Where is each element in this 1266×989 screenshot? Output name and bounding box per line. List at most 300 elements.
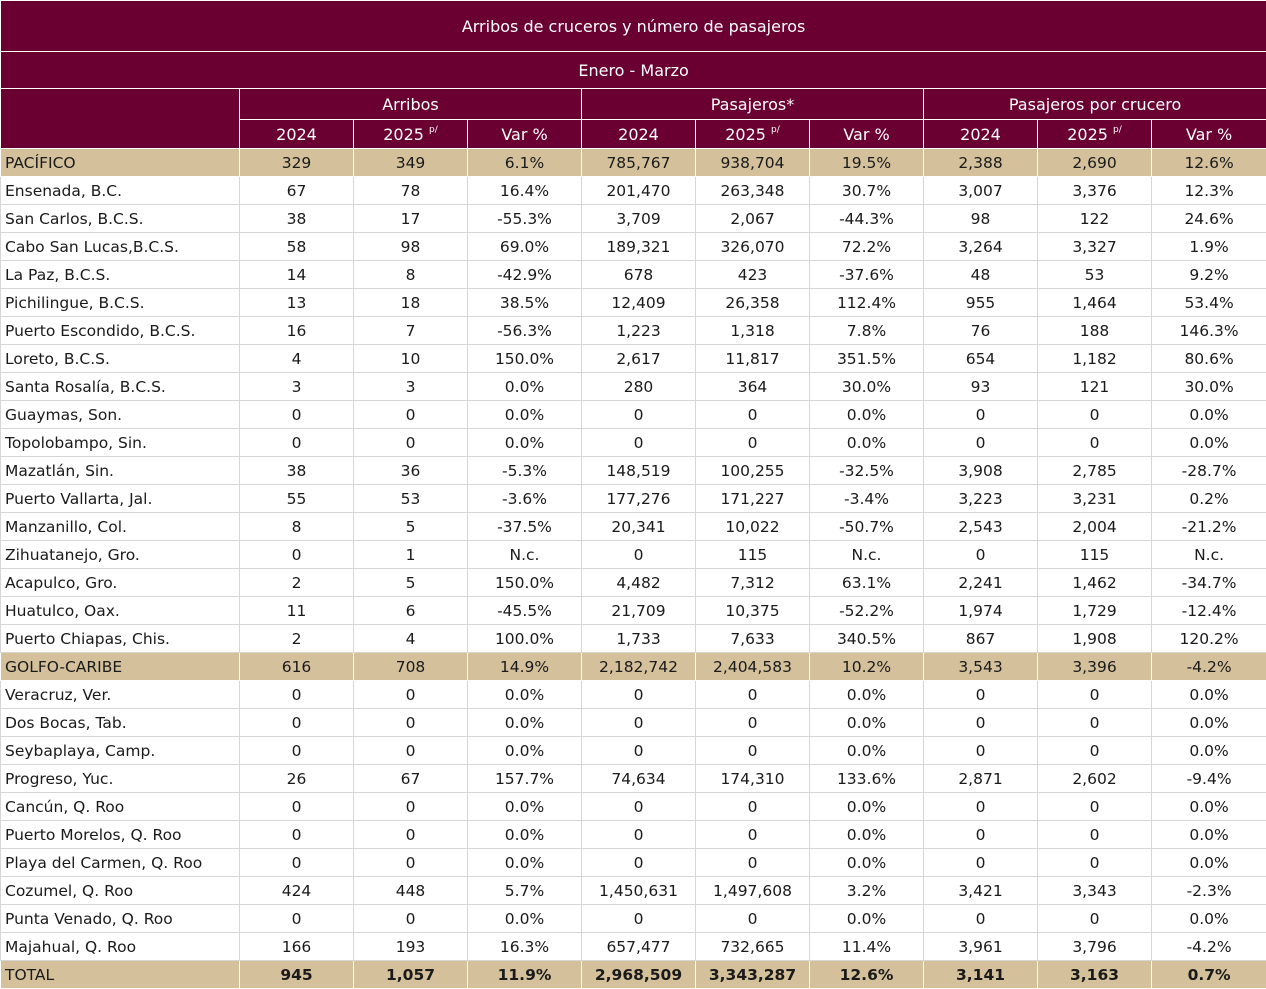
table-cell: 30.0% bbox=[1152, 373, 1266, 401]
table-cell: 1,450,631 bbox=[582, 877, 696, 905]
table-row bbox=[1, 541, 1266, 569]
table-cell: 0 bbox=[1038, 849, 1152, 877]
table-cell: 74,634 bbox=[582, 765, 696, 793]
table-cell: 0.0% bbox=[810, 905, 924, 933]
table-cell: 16 bbox=[240, 317, 354, 345]
table-cell: 112.4% bbox=[810, 289, 924, 317]
year-header-cell bbox=[1152, 120, 1266, 149]
port-name: Veracruz, Ver. bbox=[1, 681, 240, 709]
table-cell: 616 bbox=[240, 653, 354, 681]
table-cell: 0 bbox=[240, 821, 354, 849]
table-cell: 72.2% bbox=[810, 233, 924, 261]
table-cell: 120.2% bbox=[1152, 625, 1266, 653]
table-cell: 0 bbox=[1038, 709, 1152, 737]
table-cell: 38 bbox=[240, 457, 354, 485]
table-cell: -3.6% bbox=[468, 485, 582, 513]
table-cell: 0.0% bbox=[1152, 709, 1266, 737]
table-cell: 0 bbox=[354, 401, 468, 429]
port-name: Santa Rosalía, B.C.S. bbox=[1, 373, 240, 401]
table-cell: -4.2% bbox=[1152, 653, 1266, 681]
table-cell: 0 bbox=[582, 737, 696, 765]
port-name: TOTAL bbox=[1, 961, 240, 989]
table-cell: 14.9% bbox=[468, 653, 582, 681]
table-cell: 3,343,287 bbox=[696, 961, 810, 989]
table-cell: 148,519 bbox=[582, 457, 696, 485]
table-cell: 14 bbox=[240, 261, 354, 289]
table-row bbox=[1, 485, 1266, 513]
year-header-cell bbox=[810, 120, 924, 149]
table-cell: 26,358 bbox=[696, 289, 810, 317]
port-name: Puerto Vallarta, Jal. bbox=[1, 485, 240, 513]
year-header-label: 2025 bbox=[725, 125, 766, 144]
table-cell: 3,231 bbox=[1038, 485, 1152, 513]
table-cell: 0 bbox=[924, 401, 1038, 429]
table-cell: 785,767 bbox=[582, 149, 696, 177]
table-cell: 0 bbox=[1038, 793, 1152, 821]
table-cell: 0 bbox=[240, 737, 354, 765]
table-cell: 1,462 bbox=[1038, 569, 1152, 597]
port-name: Pichilingue, B.C.S. bbox=[1, 289, 240, 317]
table-cell: 1,182 bbox=[1038, 345, 1152, 373]
table-cell: 654 bbox=[924, 345, 1038, 373]
table-cell: 3,163 bbox=[1038, 961, 1152, 989]
table-cell: 0 bbox=[240, 709, 354, 737]
table-cell: 11,817 bbox=[696, 345, 810, 373]
table-cell: 100.0% bbox=[468, 625, 582, 653]
port-name: Cozumel, Q. Roo bbox=[1, 877, 240, 905]
region-row bbox=[1, 653, 1266, 681]
table-cell: 1,223 bbox=[582, 317, 696, 345]
table-cell: 16.4% bbox=[468, 177, 582, 205]
table-cell: 8 bbox=[240, 513, 354, 541]
table-row bbox=[1, 177, 1266, 205]
period-header: Enero - Marzo bbox=[1, 52, 1266, 89]
table-cell: 150.0% bbox=[468, 345, 582, 373]
table-cell: 0 bbox=[240, 429, 354, 457]
table-cell: 326,070 bbox=[696, 233, 810, 261]
table-cell: 0 bbox=[924, 681, 1038, 709]
table-cell: 2,182,742 bbox=[582, 653, 696, 681]
table-cell: 53 bbox=[1038, 261, 1152, 289]
table-cell: 0.0% bbox=[1152, 737, 1266, 765]
table-cell: 0 bbox=[582, 849, 696, 877]
table-cell: 3,343 bbox=[1038, 877, 1152, 905]
table-cell: 0 bbox=[1038, 429, 1152, 457]
year-header-label: 2024 bbox=[960, 125, 1001, 144]
table-cell: 30.7% bbox=[810, 177, 924, 205]
table-row bbox=[1, 597, 1266, 625]
table-cell: 955 bbox=[924, 289, 1038, 317]
year-header-cell bbox=[696, 120, 810, 149]
table-cell: -50.7% bbox=[810, 513, 924, 541]
table-cell: -56.3% bbox=[468, 317, 582, 345]
table-cell: 2,543 bbox=[924, 513, 1038, 541]
table-cell: 263,348 bbox=[696, 177, 810, 205]
port-name: PACÍFICO bbox=[1, 149, 240, 177]
table-cell: 0.0% bbox=[1152, 681, 1266, 709]
table-cell: 0 bbox=[240, 401, 354, 429]
year-header-label: 2025 bbox=[1067, 125, 1108, 144]
table-cell: 3,223 bbox=[924, 485, 1038, 513]
table-cell: 12.3% bbox=[1152, 177, 1266, 205]
table-row bbox=[1, 233, 1266, 261]
table-cell: 3 bbox=[240, 373, 354, 401]
table-cell: 69.0% bbox=[468, 233, 582, 261]
port-name: Ensenada, B.C. bbox=[1, 177, 240, 205]
table-cell: 171,227 bbox=[696, 485, 810, 513]
table-cell: 0 bbox=[582, 793, 696, 821]
table-cell: 0 bbox=[696, 401, 810, 429]
table-cell: 146.3% bbox=[1152, 317, 1266, 345]
table-cell: -3.4% bbox=[810, 485, 924, 513]
port-name: Huatulco, Oax. bbox=[1, 597, 240, 625]
table-cell: 189,321 bbox=[582, 233, 696, 261]
year-header-cell bbox=[468, 120, 582, 149]
table-cell: -37.6% bbox=[810, 261, 924, 289]
table-cell: 10,375 bbox=[696, 597, 810, 625]
table-cell: 12.6% bbox=[1152, 149, 1266, 177]
port-name: La Paz, B.C.S. bbox=[1, 261, 240, 289]
table-cell: -44.3% bbox=[810, 205, 924, 233]
table-cell: 78 bbox=[354, 177, 468, 205]
table-cell: 938,704 bbox=[696, 149, 810, 177]
table-row bbox=[1, 345, 1266, 373]
table-cell: 0 bbox=[582, 821, 696, 849]
table-cell: 0 bbox=[696, 709, 810, 737]
table-row bbox=[1, 401, 1266, 429]
year-header-label: 2025 bbox=[383, 125, 424, 144]
year-header-cell bbox=[354, 120, 468, 149]
table-cell: 0.0% bbox=[810, 821, 924, 849]
table-row bbox=[1, 793, 1266, 821]
table-cell: 12,409 bbox=[582, 289, 696, 317]
table-cell: 0 bbox=[354, 429, 468, 457]
table-cell: 38 bbox=[240, 205, 354, 233]
table-row bbox=[1, 737, 1266, 765]
table-cell: 9.2% bbox=[1152, 261, 1266, 289]
table-row bbox=[1, 765, 1266, 793]
table-cell: 2 bbox=[240, 625, 354, 653]
table-cell: 115 bbox=[696, 541, 810, 569]
table-row bbox=[1, 709, 1266, 737]
table-row bbox=[1, 457, 1266, 485]
table-cell: 0.0% bbox=[810, 849, 924, 877]
preliminary-mark: p/ bbox=[1113, 125, 1122, 135]
table-cell: 678 bbox=[582, 261, 696, 289]
port-name: Playa del Carmen, Q. Roo bbox=[1, 849, 240, 877]
table-cell: -12.4% bbox=[1152, 597, 1266, 625]
table-cell: 0 bbox=[1038, 401, 1152, 429]
table-cell: 122 bbox=[1038, 205, 1152, 233]
table-cell: 2,241 bbox=[924, 569, 1038, 597]
table-cell: 0.0% bbox=[468, 373, 582, 401]
table-cell: -37.5% bbox=[468, 513, 582, 541]
table-cell: 7 bbox=[354, 317, 468, 345]
table-cell: 657,477 bbox=[582, 933, 696, 961]
table-cell: 2,968,509 bbox=[582, 961, 696, 989]
table-cell: 58 bbox=[240, 233, 354, 261]
preliminary-mark: p/ bbox=[429, 125, 438, 135]
table-cell: 18 bbox=[354, 289, 468, 317]
table-cell: 21,709 bbox=[582, 597, 696, 625]
table-cell: 2 bbox=[240, 569, 354, 597]
table-cell: 7,633 bbox=[696, 625, 810, 653]
table-cell: 38.5% bbox=[468, 289, 582, 317]
table-cell: 3,396 bbox=[1038, 653, 1152, 681]
table-cell: 0 bbox=[696, 429, 810, 457]
table-cell: 115 bbox=[1038, 541, 1152, 569]
table-cell: 0 bbox=[924, 709, 1038, 737]
table-cell: 0 bbox=[240, 905, 354, 933]
table-cell: 5.7% bbox=[468, 877, 582, 905]
table-cell: 188 bbox=[1038, 317, 1152, 345]
year-header-cell bbox=[924, 120, 1038, 149]
table-cell: 10,022 bbox=[696, 513, 810, 541]
table-cell: 6.1% bbox=[468, 149, 582, 177]
table-cell: 0 bbox=[924, 821, 1038, 849]
table-cell: -34.7% bbox=[1152, 569, 1266, 597]
table-cell: 0.0% bbox=[1152, 793, 1266, 821]
table-cell: 3 bbox=[354, 373, 468, 401]
table-cell: 133.6% bbox=[810, 765, 924, 793]
table-cell: 0.0% bbox=[468, 401, 582, 429]
table-cell: 6 bbox=[354, 597, 468, 625]
table-cell: 11.9% bbox=[468, 961, 582, 989]
table-cell: 0 bbox=[354, 737, 468, 765]
table-row bbox=[1, 261, 1266, 289]
port-name: Punta Venado, Q. Roo bbox=[1, 905, 240, 933]
port-name: Zihuatanejo, Gro. bbox=[1, 541, 240, 569]
table-cell: 4,482 bbox=[582, 569, 696, 597]
group-header-pasajeros-por-crucero: Pasajeros por crucero bbox=[924, 89, 1266, 120]
region-row bbox=[1, 149, 1266, 177]
table-cell: -55.3% bbox=[468, 205, 582, 233]
port-name: Dos Bocas, Tab. bbox=[1, 709, 240, 737]
table-cell: 0.0% bbox=[1152, 821, 1266, 849]
port-name: Puerto Morelos, Q. Roo bbox=[1, 821, 240, 849]
table-cell: 177,276 bbox=[582, 485, 696, 513]
table-cell: 329 bbox=[240, 149, 354, 177]
table-row bbox=[1, 429, 1266, 457]
table-cell: 0 bbox=[354, 793, 468, 821]
table-cell: 3,543 bbox=[924, 653, 1038, 681]
table-cell: 4 bbox=[354, 625, 468, 653]
table-cell: 8 bbox=[354, 261, 468, 289]
table-cell: 3,141 bbox=[924, 961, 1038, 989]
table-cell: 17 bbox=[354, 205, 468, 233]
table-cell: 0 bbox=[924, 793, 1038, 821]
table-row bbox=[1, 625, 1266, 653]
table-cell: 0 bbox=[240, 681, 354, 709]
table-cell: 55 bbox=[240, 485, 354, 513]
table-cell: 448 bbox=[354, 877, 468, 905]
table-cell: 2,067 bbox=[696, 205, 810, 233]
table-cell: 349 bbox=[354, 149, 468, 177]
table-cell: 2,690 bbox=[1038, 149, 1152, 177]
table-cell: 10.2% bbox=[810, 653, 924, 681]
table-cell: 0 bbox=[354, 709, 468, 737]
table-cell: 0.0% bbox=[810, 429, 924, 457]
table-cell: -21.2% bbox=[1152, 513, 1266, 541]
port-name: Progreso, Yuc. bbox=[1, 765, 240, 793]
table-row bbox=[1, 569, 1266, 597]
table-cell: -5.3% bbox=[468, 457, 582, 485]
table-cell: 1 bbox=[354, 541, 468, 569]
table-cell: 93 bbox=[924, 373, 1038, 401]
table-cell: 16.3% bbox=[468, 933, 582, 961]
table-cell: 12.6% bbox=[810, 961, 924, 989]
table-cell: 0 bbox=[696, 793, 810, 821]
table-cell: 2,388 bbox=[924, 149, 1038, 177]
table-cell: 0.0% bbox=[810, 681, 924, 709]
table-cell: 0 bbox=[696, 849, 810, 877]
table-cell: 3,007 bbox=[924, 177, 1038, 205]
port-name: Puerto Escondido, B.C.S. bbox=[1, 317, 240, 345]
table-cell: 2,602 bbox=[1038, 765, 1152, 793]
table-cell: 0 bbox=[924, 849, 1038, 877]
table-cell: 0 bbox=[924, 541, 1038, 569]
table-cell: 1,733 bbox=[582, 625, 696, 653]
table-cell: 80.6% bbox=[1152, 345, 1266, 373]
port-name: Mazatlán, Sin. bbox=[1, 457, 240, 485]
table-cell: 0.0% bbox=[468, 681, 582, 709]
table-cell: 1,729 bbox=[1038, 597, 1152, 625]
table-cell: 2,004 bbox=[1038, 513, 1152, 541]
table-cell: 7.8% bbox=[810, 317, 924, 345]
table-row bbox=[1, 373, 1266, 401]
table-cell: 19.5% bbox=[810, 149, 924, 177]
table-cell: -28.7% bbox=[1152, 457, 1266, 485]
table-cell: 0.0% bbox=[468, 793, 582, 821]
table-cell: 5 bbox=[354, 513, 468, 541]
table-cell: 1,497,608 bbox=[696, 877, 810, 905]
year-header-cell bbox=[1038, 120, 1152, 149]
year-header-label: Var % bbox=[843, 125, 889, 144]
table-cell: 0 bbox=[696, 681, 810, 709]
table-cell: -9.4% bbox=[1152, 765, 1266, 793]
table-cell: 364 bbox=[696, 373, 810, 401]
table-cell: 424 bbox=[240, 877, 354, 905]
year-header-cell bbox=[240, 120, 354, 149]
table-cell: 708 bbox=[354, 653, 468, 681]
table-cell: 0.0% bbox=[468, 709, 582, 737]
table-cell: 0 bbox=[354, 681, 468, 709]
table-cell: 0.0% bbox=[1152, 849, 1266, 877]
table-cell: 30.0% bbox=[810, 373, 924, 401]
table-cell: 3,327 bbox=[1038, 233, 1152, 261]
row-label-header bbox=[1, 89, 240, 149]
table-cell: -52.2% bbox=[810, 597, 924, 625]
table-cell: 0 bbox=[582, 709, 696, 737]
year-header-label: 2024 bbox=[618, 125, 659, 144]
group-header-pasajeros: Pasajeros* bbox=[582, 89, 924, 120]
year-header-cell bbox=[582, 120, 696, 149]
table-cell: 98 bbox=[924, 205, 1038, 233]
port-name: Majahual, Q. Roo bbox=[1, 933, 240, 961]
table-cell: 0.0% bbox=[468, 429, 582, 457]
table-row bbox=[1, 933, 1266, 961]
table-cell: 1.9% bbox=[1152, 233, 1266, 261]
table-cell: 26 bbox=[240, 765, 354, 793]
table-cell: 0.2% bbox=[1152, 485, 1266, 513]
table-cell: 5 bbox=[354, 569, 468, 597]
table-cell: 0 bbox=[1038, 737, 1152, 765]
table-cell: 0.0% bbox=[1152, 905, 1266, 933]
port-name: GOLFO-CARIBE bbox=[1, 653, 240, 681]
table-row bbox=[1, 905, 1266, 933]
table-cell: 0 bbox=[354, 821, 468, 849]
table-cell: 0.7% bbox=[1152, 961, 1266, 989]
preliminary-mark: p/ bbox=[771, 125, 780, 135]
table-cell: 0 bbox=[582, 681, 696, 709]
table-cell: 63.1% bbox=[810, 569, 924, 597]
table-cell: 0 bbox=[924, 737, 1038, 765]
table-cell: 3,796 bbox=[1038, 933, 1152, 961]
port-name: Cabo San Lucas,B.C.S. bbox=[1, 233, 240, 261]
table-cell: -4.2% bbox=[1152, 933, 1266, 961]
table-row bbox=[1, 317, 1266, 345]
table-cell: 1,908 bbox=[1038, 625, 1152, 653]
table-cell: 166 bbox=[240, 933, 354, 961]
table-cell: -45.5% bbox=[468, 597, 582, 625]
table-row bbox=[1, 289, 1266, 317]
table-cell: 20,341 bbox=[582, 513, 696, 541]
table-row bbox=[1, 681, 1266, 709]
table-cell: N.c. bbox=[1152, 541, 1266, 569]
table-cell: 0.0% bbox=[468, 905, 582, 933]
port-name: San Carlos, B.C.S. bbox=[1, 205, 240, 233]
table-cell: 0 bbox=[582, 905, 696, 933]
table-cell: 0 bbox=[582, 541, 696, 569]
table-cell: 0 bbox=[240, 541, 354, 569]
table-cell: 98 bbox=[354, 233, 468, 261]
table-cell: 53.4% bbox=[1152, 289, 1266, 317]
port-name: Cancún, Q. Roo bbox=[1, 793, 240, 821]
port-name: Guaymas, Son. bbox=[1, 401, 240, 429]
group-header-arribos: Arribos bbox=[240, 89, 582, 120]
table-cell: 193 bbox=[354, 933, 468, 961]
table-cell: 0.0% bbox=[810, 737, 924, 765]
table-cell: 3,709 bbox=[582, 205, 696, 233]
table-cell: 0 bbox=[240, 849, 354, 877]
table-cell: 1,318 bbox=[696, 317, 810, 345]
table-cell: 0 bbox=[696, 905, 810, 933]
table-cell: 0.0% bbox=[1152, 429, 1266, 457]
table-cell: 0 bbox=[1038, 821, 1152, 849]
table-cell: 13 bbox=[240, 289, 354, 317]
table-cell: 0 bbox=[696, 737, 810, 765]
table-cell: 0 bbox=[924, 429, 1038, 457]
table-cell: -2.3% bbox=[1152, 877, 1266, 905]
table-cell: 0.0% bbox=[1152, 401, 1266, 429]
table-cell: 3,421 bbox=[924, 877, 1038, 905]
port-name: Manzanillo, Col. bbox=[1, 513, 240, 541]
table-cell: 2,785 bbox=[1038, 457, 1152, 485]
table-cell: -32.5% bbox=[810, 457, 924, 485]
table-cell: 53 bbox=[354, 485, 468, 513]
table-cell: 1,974 bbox=[924, 597, 1038, 625]
table-row bbox=[1, 877, 1266, 905]
table-cell: 1,464 bbox=[1038, 289, 1152, 317]
port-name: Topolobampo, Sin. bbox=[1, 429, 240, 457]
table-cell: 150.0% bbox=[468, 569, 582, 597]
table-cell: 11.4% bbox=[810, 933, 924, 961]
port-name: Loreto, B.C.S. bbox=[1, 345, 240, 373]
table-cell: 11 bbox=[240, 597, 354, 625]
table-cell: 0.0% bbox=[810, 709, 924, 737]
table-cell: 0.0% bbox=[468, 821, 582, 849]
year-header-label: Var % bbox=[1186, 125, 1232, 144]
